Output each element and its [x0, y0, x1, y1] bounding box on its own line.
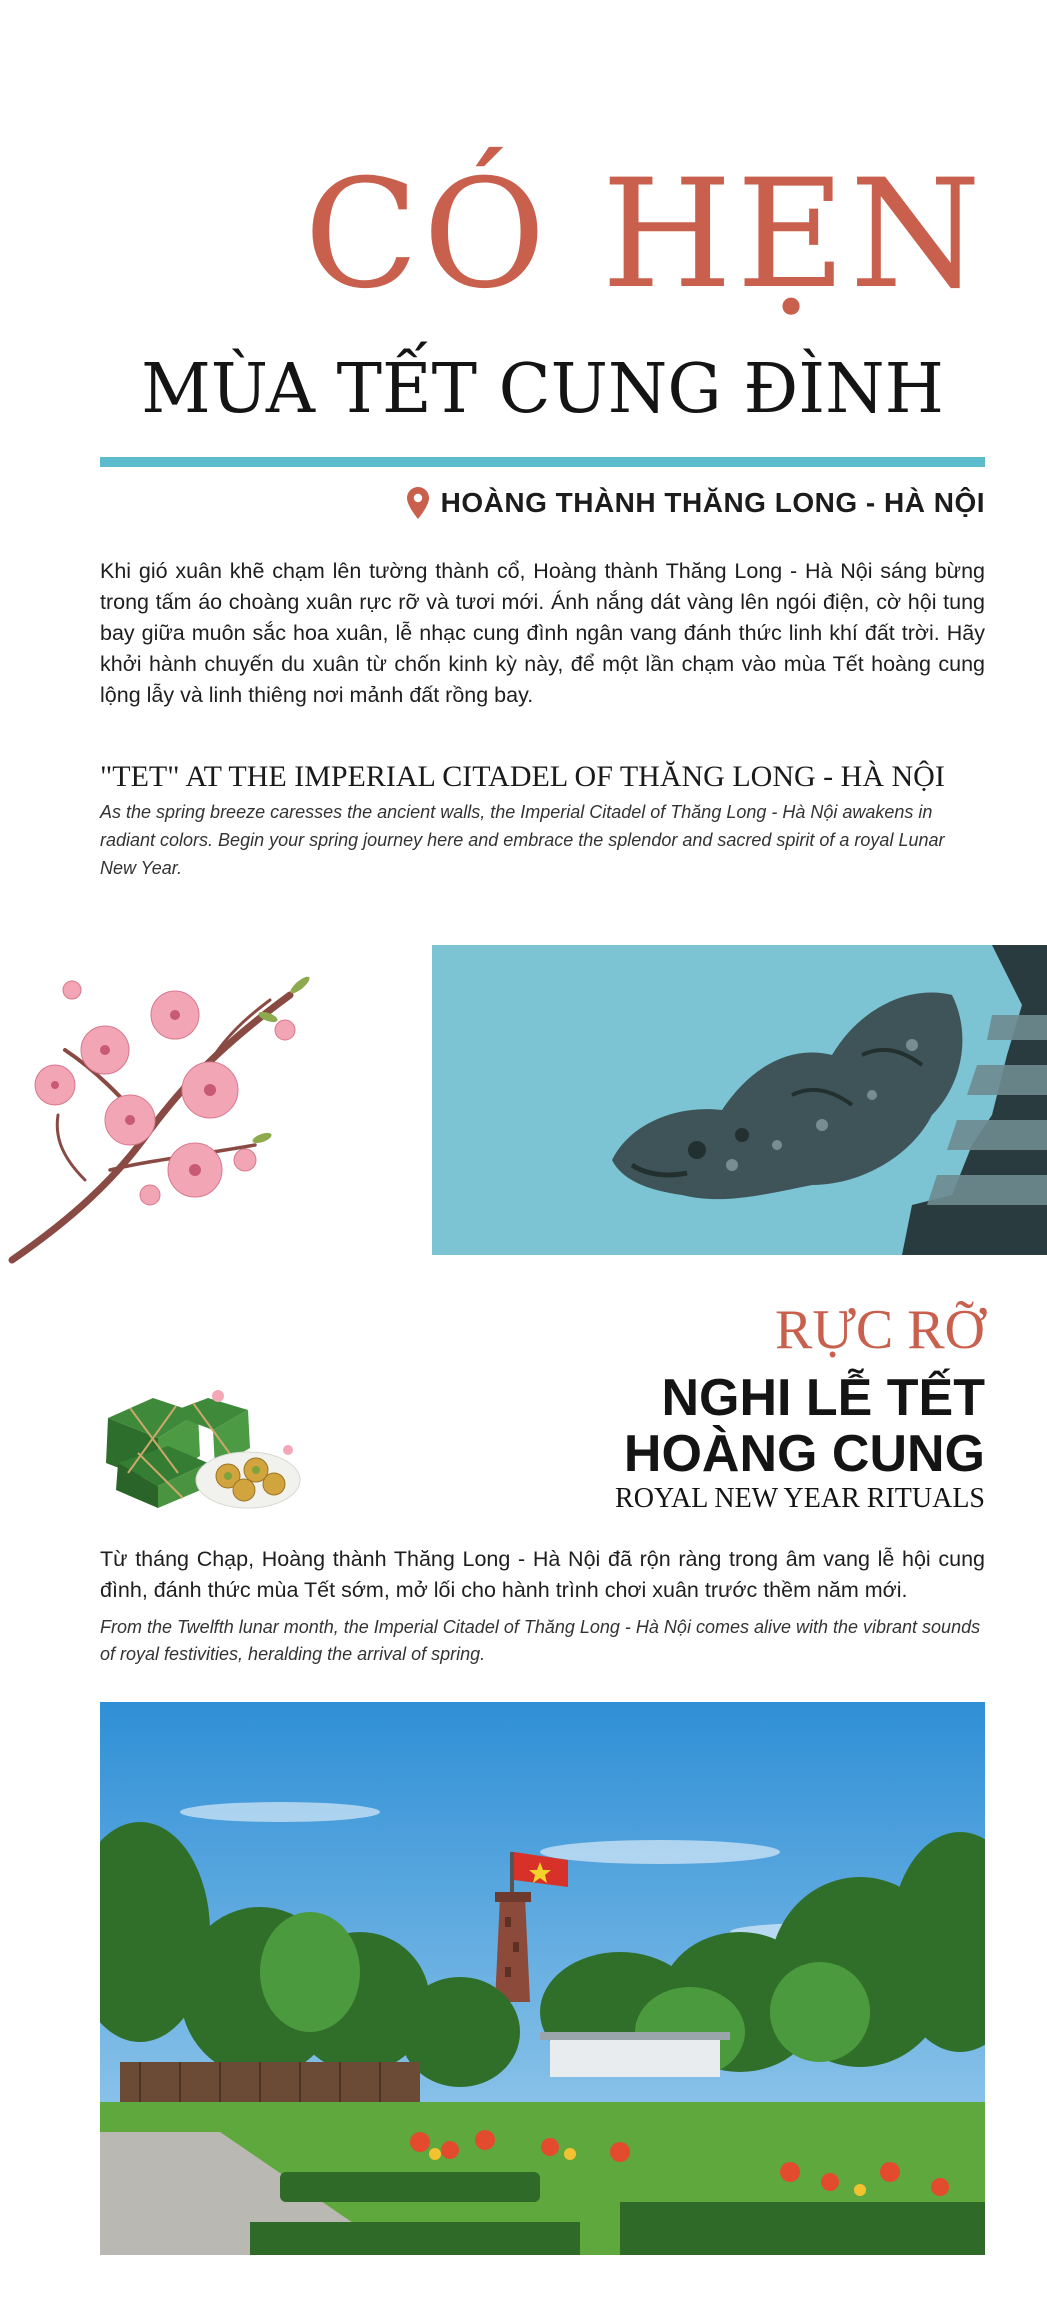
section-subtitle-en: ROYAL NEW YEAR RITUALS	[615, 1483, 985, 1514]
peach-blossom-illustration	[0, 955, 345, 1275]
section-paragraph-en: From the Twelfth lunar month, the Imperial Citadel of Thăng Long - Hà Nội comes alive with the vibrant sounds of royal festivities, heralding the arrival of spring.	[100, 1617, 981, 1664]
dragon-balustrade-image	[432, 945, 1047, 1255]
location-line	[407, 483, 985, 523]
map-pin-icon	[407, 487, 429, 519]
headline-main: CÓ HẸN	[304, 148, 985, 322]
divider-rule	[100, 457, 985, 467]
location-label: HOÀNG THÀNH THĂNG LONG - HÀ NỘI	[440, 487, 985, 518]
banh-chung-illustration	[98, 1378, 308, 1518]
section-kicker: RỰC RỠ	[775, 1299, 985, 1361]
section-paragraph-vn: Từ tháng Chạp, Hoàng thành Thăng Long - Hà Nội đã rộn ràng trong âm vang lễ hội cung đình, đánh thức mùa Tết sớm, mở lối cho hành trình chơi xuân trước thềm năm mới.	[100, 1547, 985, 1602]
intro-paragraph-vn: Khi gió xuân khẽ chạm lên tường thành cổ, Hoàng thành Thăng Long - Hà Nội sáng bừng trong tấm áo choàng xuân rực rỡ và tươi mới. Ánh nắng dát vàng lên ngói điện, cờ hội tung bay giữa muôn sắc hoa xuân, lễ nhạc cung đình ngân vang đánh thức linh khí đất trời. Hãy khởi hành chuyến du xuân từ chốn kinh kỳ này, để một lần chạm vào mùa Tết hoàng cung lộng lẫy và linh thiêng nơi mảnh đất rồng bay.	[100, 559, 985, 707]
intro-paragraph-en: As the spring breeze caresses the ancient walls, the Imperial Citadel of Thăng Long - Hà Nội awakens in radiant colors. Begin your spring journey here and embrace the splendor and sacred spirit of a royal Lunar New Year.	[100, 802, 945, 878]
headline-sub: MÙA TẾT CUNG ĐÌNH	[141, 350, 944, 429]
flag-tower-photo	[100, 1702, 985, 2255]
section-title: NGHI LỄ TẾT HOÀNG CUNG	[623, 1369, 985, 1483]
intro-heading-en: "TET" AT THE IMPERIAL CITADEL OF THĂNG LONG - HÀ NỘI	[100, 760, 945, 793]
